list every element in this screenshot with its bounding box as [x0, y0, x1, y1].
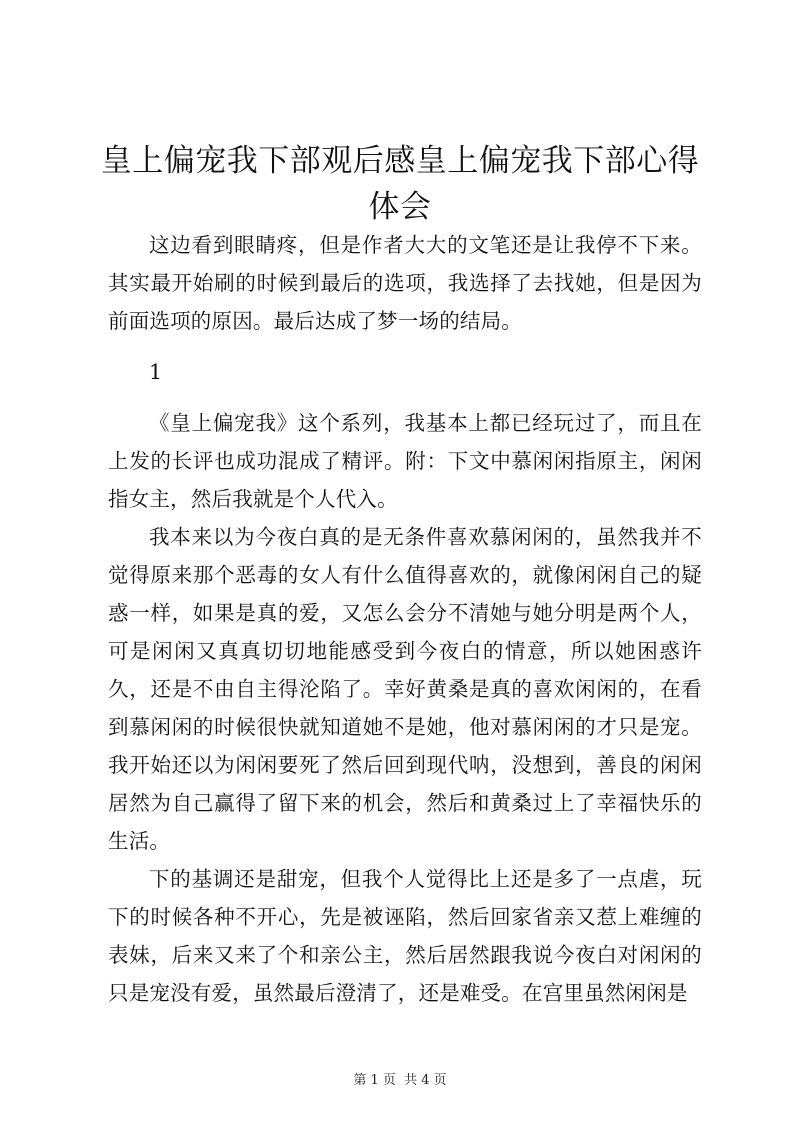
document-title: 皇上偏宠我下部观后感皇上偏宠我下部心得体会	[100, 143, 700, 225]
paragraph-story: 我本来以为今夜白真的是无条件喜欢慕闲闲的，虽然我并不觉得原来那个恶毒的女人有什么值得喜欢的，就像闲闲自己的疑惑一样，如果是真的爱，又怎么会分不清她与她分明是两个人，可是闲闲又真真切切地能感受到今夜白的情意，所以她困惑许久，还是不由自主得沦陷了。幸好黄桑是真的喜欢闲闲的，在看到慕闲闲的时候很快就知道她不是她，他对慕闲闲的才只是宠。我开始还以为闲闲要死了然后回到现代呐，没想到，善良的闲闲居然为自己赢得了留下来的机会，然后和黄桑过上了幸福快乐的生活。	[108, 525, 702, 853]
page-footer	[0, 1072, 800, 1090]
paragraph-series: 《皇上偏宠我》这个系列，我基本上都已经玩过了，而且在上发的长评也成功混成了精评。附：下文中慕闲闲指原主，闲闲指女主，然后我就是个人代入。	[108, 411, 702, 511]
page-total: 共 4 页	[404, 1073, 447, 1088]
document-body	[108, 226, 702, 1012]
section-number: 1	[149, 360, 163, 384]
paragraph-intro: 这边看到眼睛疼，但是作者大大的文笔还是让我停不下来。其实最开始刷的时候到最后的选项，我选择了去找她，但是因为前面选项的原因。最后达成了梦一场的结局。	[108, 233, 702, 333]
paragraph-second-part: 下的基调还是甜宠，但我个人觉得比上还是多了一点虐，玩下的时候各种不开心，先是被诬陷，然后回家省亲又惹上难缠的表妹，后来又来了个和亲公主，然后居然跟我说今夜白对闲闲的只是宠没有爱，虽然最后澄清了，还是难受。在宫里虽然闲闲是	[108, 867, 702, 1005]
page-number: 第 1 页	[353, 1073, 396, 1088]
